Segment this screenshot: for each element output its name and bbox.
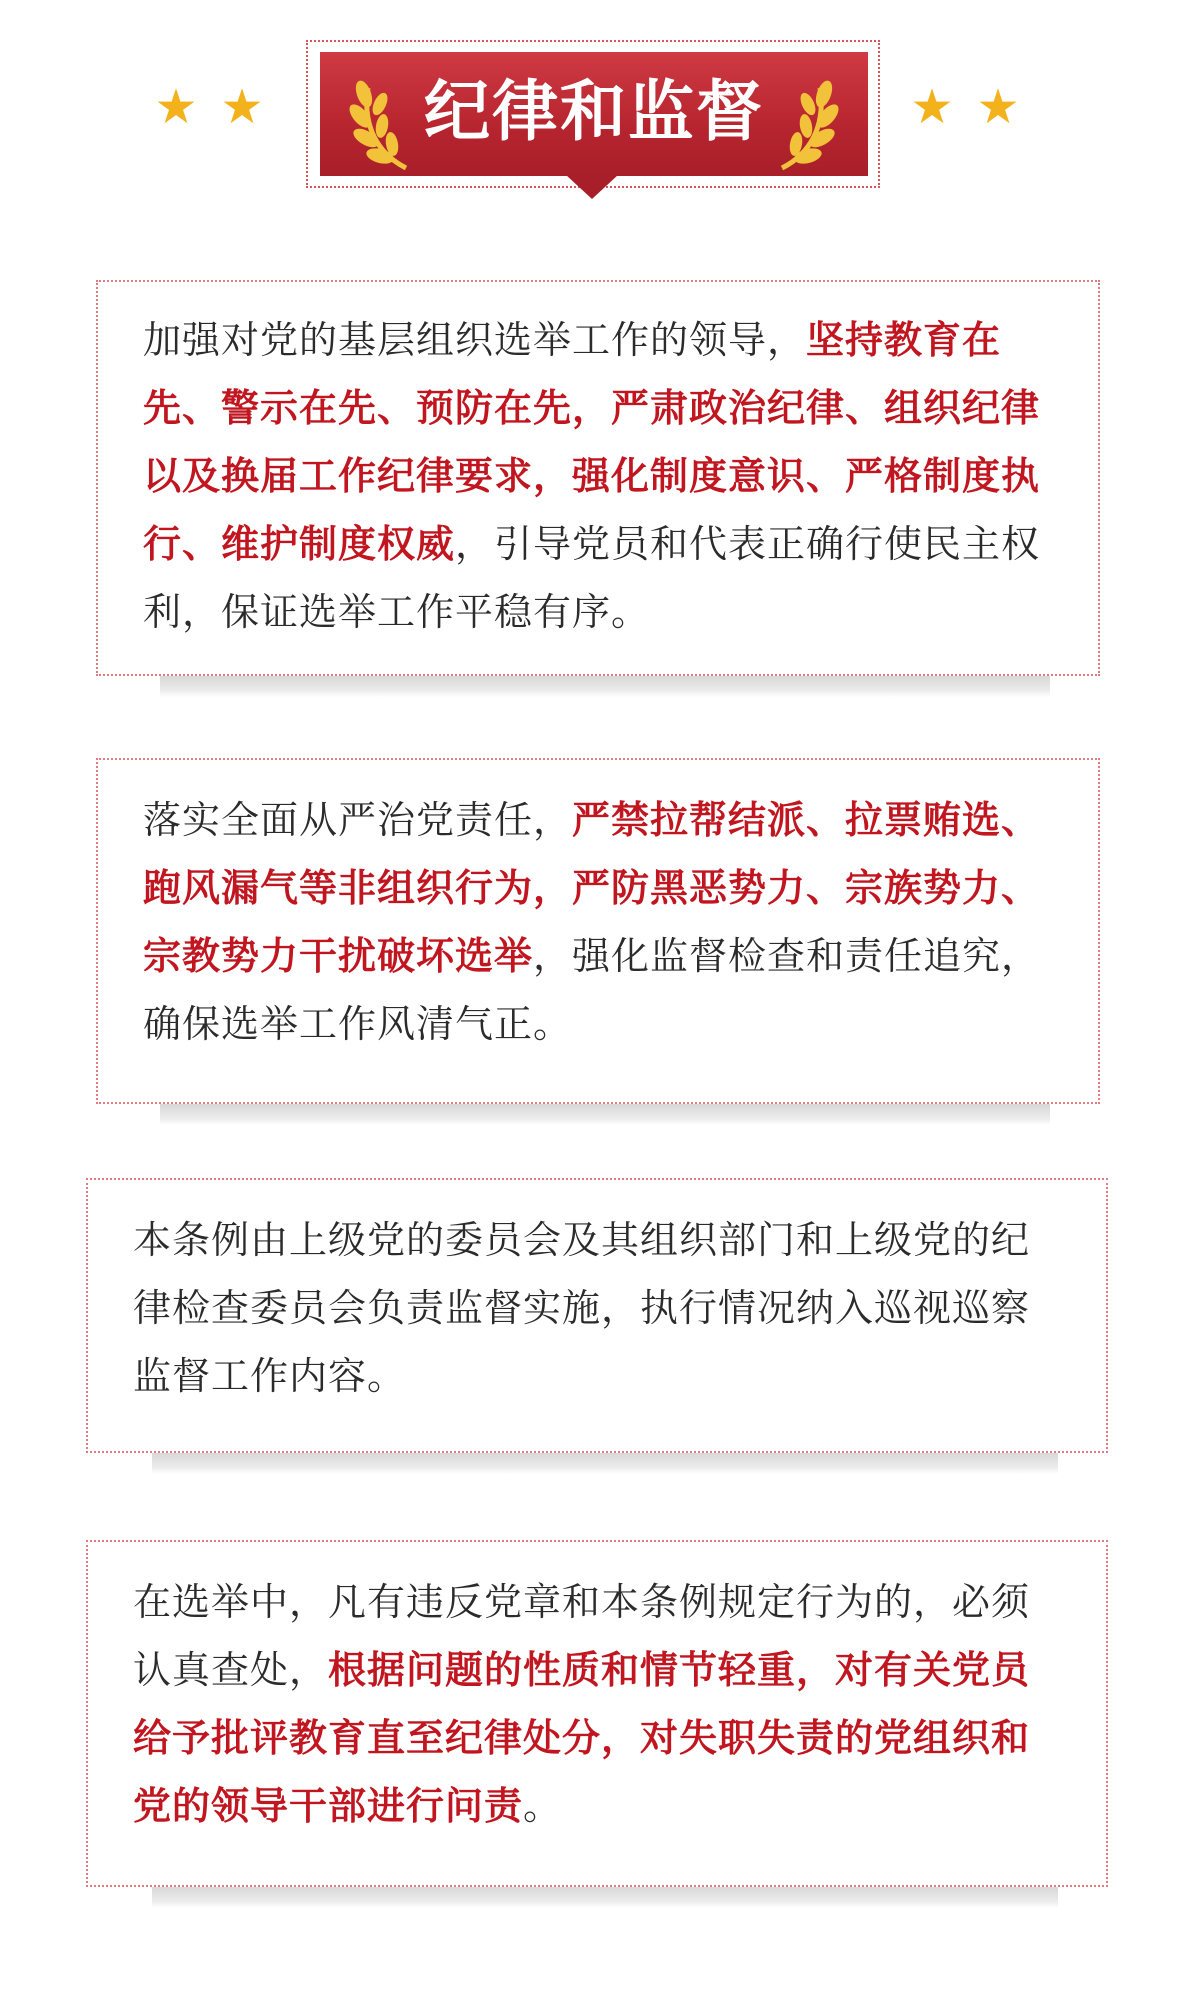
left-stars (152, 79, 266, 135)
laurel-left-icon (348, 64, 418, 174)
body-text: 。 (523, 1784, 563, 1828)
star-icon: ★ (154, 79, 198, 135)
header (0, 0, 1193, 230)
star-icon: ★ (910, 79, 954, 135)
highlighted-text: 严禁拉帮结派、拉票贿选、跑风漏气等非组织行为，严防黑恶势力、宗族势力、宗教势力干扰破坏选举 (143, 798, 1041, 978)
star-icon: ★ (220, 79, 264, 135)
body-text: 落实全面从严治党责任， (143, 798, 573, 842)
card-shadow (152, 1886, 1058, 1908)
card-2-text (143, 786, 1045, 1058)
banner-pointer (566, 175, 618, 199)
card-shadow (160, 675, 1050, 697)
body-text: ，强化监督检查和责任追究，确保选举工作风清气正。 (143, 934, 1041, 1046)
body-text: 本条例由上级党的委员会及其组织部门和上级党的纪律检查委员会负责监督实施，执行情况纳入巡视巡察监督工作内容。 (133, 1218, 1031, 1398)
right-stars (908, 79, 1022, 135)
body-text: 加强对党的基层组织选举工作的领导， (143, 318, 807, 362)
highlighted-text: 根据问题的性质和情节轻重，对有关党员给予批评教育直至纪律处分，对失职失责的党组织和党的领导干部进行问责 (133, 1648, 1031, 1828)
body-text: 在选举中，凡有违反党章和本条例规定行为的，必须认真查处， (133, 1580, 1031, 1692)
card-1-text (143, 306, 1045, 646)
page-title: 纪律和监督 (424, 72, 764, 150)
card-4-text (133, 1568, 1053, 1840)
card-3-text (133, 1206, 1053, 1410)
highlighted-text: 坚持教育在先、警示在先、预防在先，严肃政治纪律、组织纪律以及换届工作纪律要求，强化制度意识、严格制度执行、维护制度权威 (143, 318, 1041, 566)
body-text: ，引导党员和代表正确行使民主权利，保证选举工作平稳有序。 (143, 522, 1041, 634)
laurel-right-icon (770, 64, 840, 174)
card-shadow (160, 1103, 1050, 1125)
card-shadow (152, 1452, 1058, 1474)
star-icon: ★ (976, 79, 1020, 135)
